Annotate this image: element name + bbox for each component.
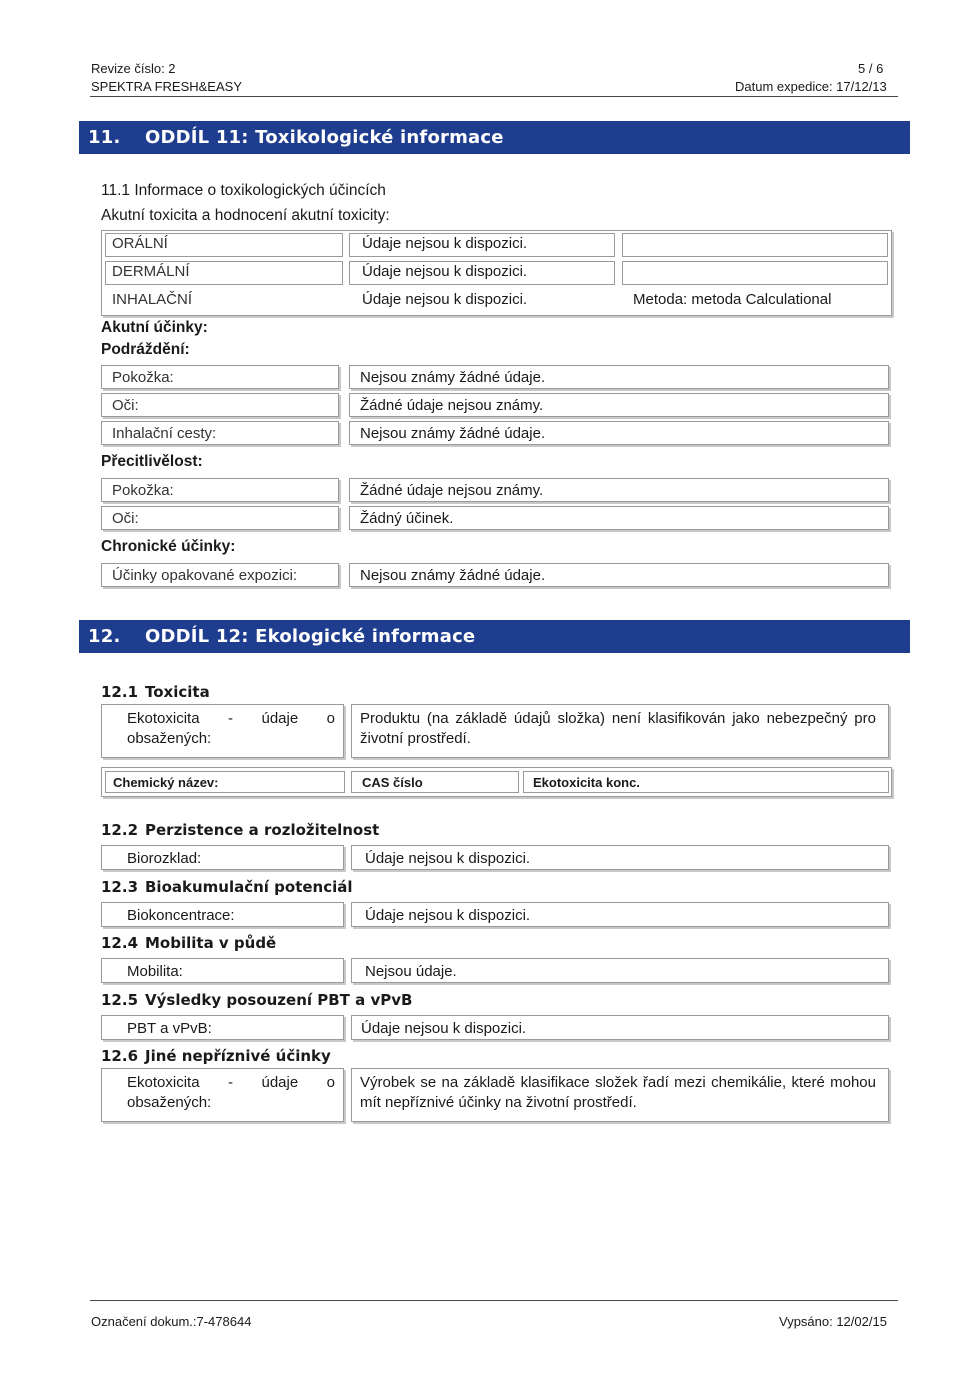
table-cell bbox=[622, 233, 888, 257]
subsection-12-6-number: 12.6 bbox=[101, 1047, 139, 1065]
acute-value-oral: Údaje nejsou k dispozici. bbox=[362, 235, 528, 252]
component-table bbox=[101, 767, 892, 797]
section-11-title: ODDÍL 11: Toxikologické informace bbox=[145, 127, 504, 148]
page-number: 5 / 6 bbox=[858, 61, 884, 76]
subsection-12-1-title: Toxicita bbox=[145, 683, 210, 701]
section-12-number: 12. bbox=[88, 626, 121, 647]
pbt-value: Údaje nejsou k dispozici. bbox=[361, 1020, 527, 1037]
subsection-12-4-title: Mobilita v půdě bbox=[145, 934, 277, 952]
section-11-number: 11. bbox=[88, 127, 121, 148]
acute-value-inhalation: Údaje nejsou k dispozici. bbox=[362, 291, 528, 308]
chronic-repeated-label: Účinky opakované expozici: bbox=[112, 567, 298, 584]
revision-number: Revize číslo: 2 bbox=[91, 61, 176, 76]
table-cell bbox=[622, 261, 888, 285]
bioconcentration-label: Biokoncentrace: bbox=[127, 907, 235, 924]
irritation-eyes-value: Žádné údaje nejsou známy. bbox=[360, 397, 544, 414]
subsection-12-4-number: 12.4 bbox=[101, 934, 139, 952]
subsection-12-2-title: Perzistence a rozložitelnost bbox=[145, 821, 380, 839]
subsection-12-2-number: 12.2 bbox=[101, 821, 139, 839]
other-effects-label: Ekotoxicita - údaje o obsažených: bbox=[127, 1074, 335, 1111]
acute-effects-heading: Akutní účinky: bbox=[101, 319, 208, 336]
sensitization-skin-value: Žádné údaje nejsou známy. bbox=[360, 482, 544, 499]
product-name: SPEKTRA FRESH&EASY bbox=[91, 79, 242, 94]
biodegradation-value: Údaje nejsou k dispozici. bbox=[365, 850, 531, 867]
mobility-value: Nejsou údaje. bbox=[365, 963, 457, 980]
irritation-eyes-label: Oči: bbox=[112, 397, 139, 414]
section-12-heading bbox=[79, 620, 910, 653]
written-date: Vypsáno: 12/02/15 bbox=[779, 1314, 887, 1329]
section-11-heading bbox=[79, 121, 910, 154]
other-effects-value: Výrobek se na základě klasifikace složek řadí mezi chemikálie, které mohou mít nepříznivé účinky na životní prostředí. bbox=[360, 1074, 876, 1111]
chronic-heading: Chronické účinky: bbox=[101, 538, 236, 555]
sensitization-heading: Přecitlivělost: bbox=[101, 453, 203, 470]
acute-route-inhalation: INHALAČNÍ bbox=[112, 291, 193, 308]
biodegradation-label: Biorozklad: bbox=[127, 850, 202, 867]
column-ecotox-conc: Ekotoxicita konc. bbox=[533, 775, 640, 790]
irritation-heading: Podráždění: bbox=[101, 341, 190, 358]
header-divider bbox=[90, 96, 898, 97]
subsection-11-1: 11.1 Informace o toxikologických účincích bbox=[101, 182, 386, 199]
subsection-12-1-number: 12.1 bbox=[101, 683, 139, 701]
mobility-label: Mobilita: bbox=[127, 963, 183, 980]
column-chemical-name: Chemický název: bbox=[113, 775, 219, 790]
issue-date: Datum expedice: 17/12/13 bbox=[735, 79, 887, 94]
subsection-12-5-number: 12.5 bbox=[101, 991, 139, 1009]
irritation-inhalation-label: Inhalační cesty: bbox=[112, 425, 217, 442]
document-id: Označení dokum.:7-478644 bbox=[91, 1314, 252, 1329]
acute-value-dermal: Údaje nejsou k dispozici. bbox=[362, 263, 528, 280]
bioconcentration-value: Údaje nejsou k dispozici. bbox=[365, 907, 531, 924]
sensitization-skin-label: Pokožka: bbox=[112, 482, 174, 499]
subsection-12-5-title: Výsledky posouzení PBT a vPvB bbox=[145, 991, 413, 1009]
pbt-label: PBT a vPvB: bbox=[127, 1020, 212, 1037]
irritation-skin-label: Pokožka: bbox=[112, 369, 174, 386]
acute-route-oral: ORÁLNÍ bbox=[112, 235, 168, 252]
ecotox-label: Ekotoxicita - údaje o obsažených: bbox=[127, 710, 335, 747]
irritation-inhalation-value: Nejsou známy žádné údaje. bbox=[360, 425, 546, 442]
acute-toxicity-heading: Akutní toxicita a hodnocení akutní toxicity: bbox=[101, 207, 390, 224]
acute-route-dermal: DERMÁLNÍ bbox=[112, 263, 190, 280]
subsection-12-6-title: Jiné nepříznivé účinky bbox=[145, 1047, 331, 1065]
column-cas-number: CAS číslo bbox=[362, 775, 423, 790]
sensitization-eyes-value: Žádný účinek. bbox=[360, 510, 454, 527]
sensitization-eyes-label: Oči: bbox=[112, 510, 139, 527]
section-12-title: ODDÍL 12: Ekologické informace bbox=[145, 626, 476, 647]
ecotox-value: Produktu (na základě údajů složka) není klasifikován jako nebezpečný pro životní prostředí. bbox=[360, 710, 876, 747]
chronic-repeated-value: Nejsou známy žádné údaje. bbox=[360, 567, 546, 584]
irritation-skin-value: Nejsou známy žádné údaje. bbox=[360, 369, 546, 386]
subsection-12-3-number: 12.3 bbox=[101, 878, 139, 896]
subsection-12-3-title: Bioakumulační potenciál bbox=[145, 878, 353, 896]
acute-method-inhalation: Metoda: metoda Calculational bbox=[633, 291, 832, 308]
footer-divider bbox=[90, 1300, 898, 1301]
